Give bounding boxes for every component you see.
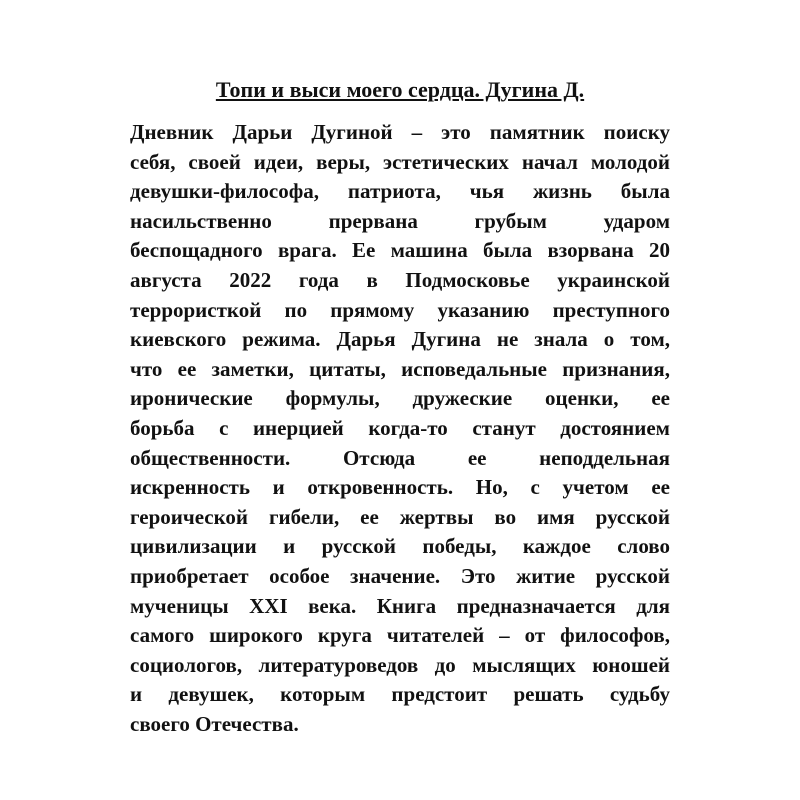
text-line: своего Отечества. [130, 711, 299, 736]
text-line: социологов, литературоведов до мыслящих юношей [130, 652, 670, 677]
text-line: Дневник Дарьи Дугиной – это памятник поиску [130, 120, 670, 144]
text-line: героической гибели, ее жертвы во имя русской [130, 504, 670, 529]
text-line: цивилизации и русской победы, каждое слово [130, 534, 670, 559]
text-line: приобретает особое значение. Это житие русской [130, 563, 670, 588]
text-line: иронические формулы, дружеские оценки, ее [130, 386, 670, 411]
text-line: девушки-философа, патриота, чья жизнь была [130, 179, 670, 204]
description-paragraph [130, 118, 670, 739]
text-line: беспощадного врага. Ее машина была взорвана 20 [130, 238, 670, 263]
text-line: борьба с инерцией когда-то станут достоянием [130, 415, 670, 440]
text-line: что ее заметки, цитаты, исповедальные признания, [130, 356, 670, 381]
page-title-text: Топи и выси моего сердца. Дугина Д. [215, 77, 585, 102]
text-line: насильственно прервана грубым ударом [130, 208, 670, 233]
text-line: террористкой по прямому указанию преступного [130, 297, 670, 322]
text-line: и девушек, которым предстоит решать судьбу [130, 682, 670, 707]
text-line: общественности. Отсюда ее неподдельная [130, 445, 670, 470]
text-line: киевского режима. Дарья Дугина не знала о том, [130, 327, 670, 352]
text-line: себя, своей идеи, веры, эстетических начал молодой [130, 149, 670, 174]
text-line: мученицы XXI века. Книга предназначается для [130, 593, 670, 618]
text-line: августа 2022 года в Подмосковье украинской [130, 267, 670, 292]
text-line: искренность и откровенность. Но, с учетом ее [130, 475, 670, 500]
page-title [0, 75, 800, 105]
text-line: самого широкого круга читателей – от философов, [130, 623, 670, 648]
